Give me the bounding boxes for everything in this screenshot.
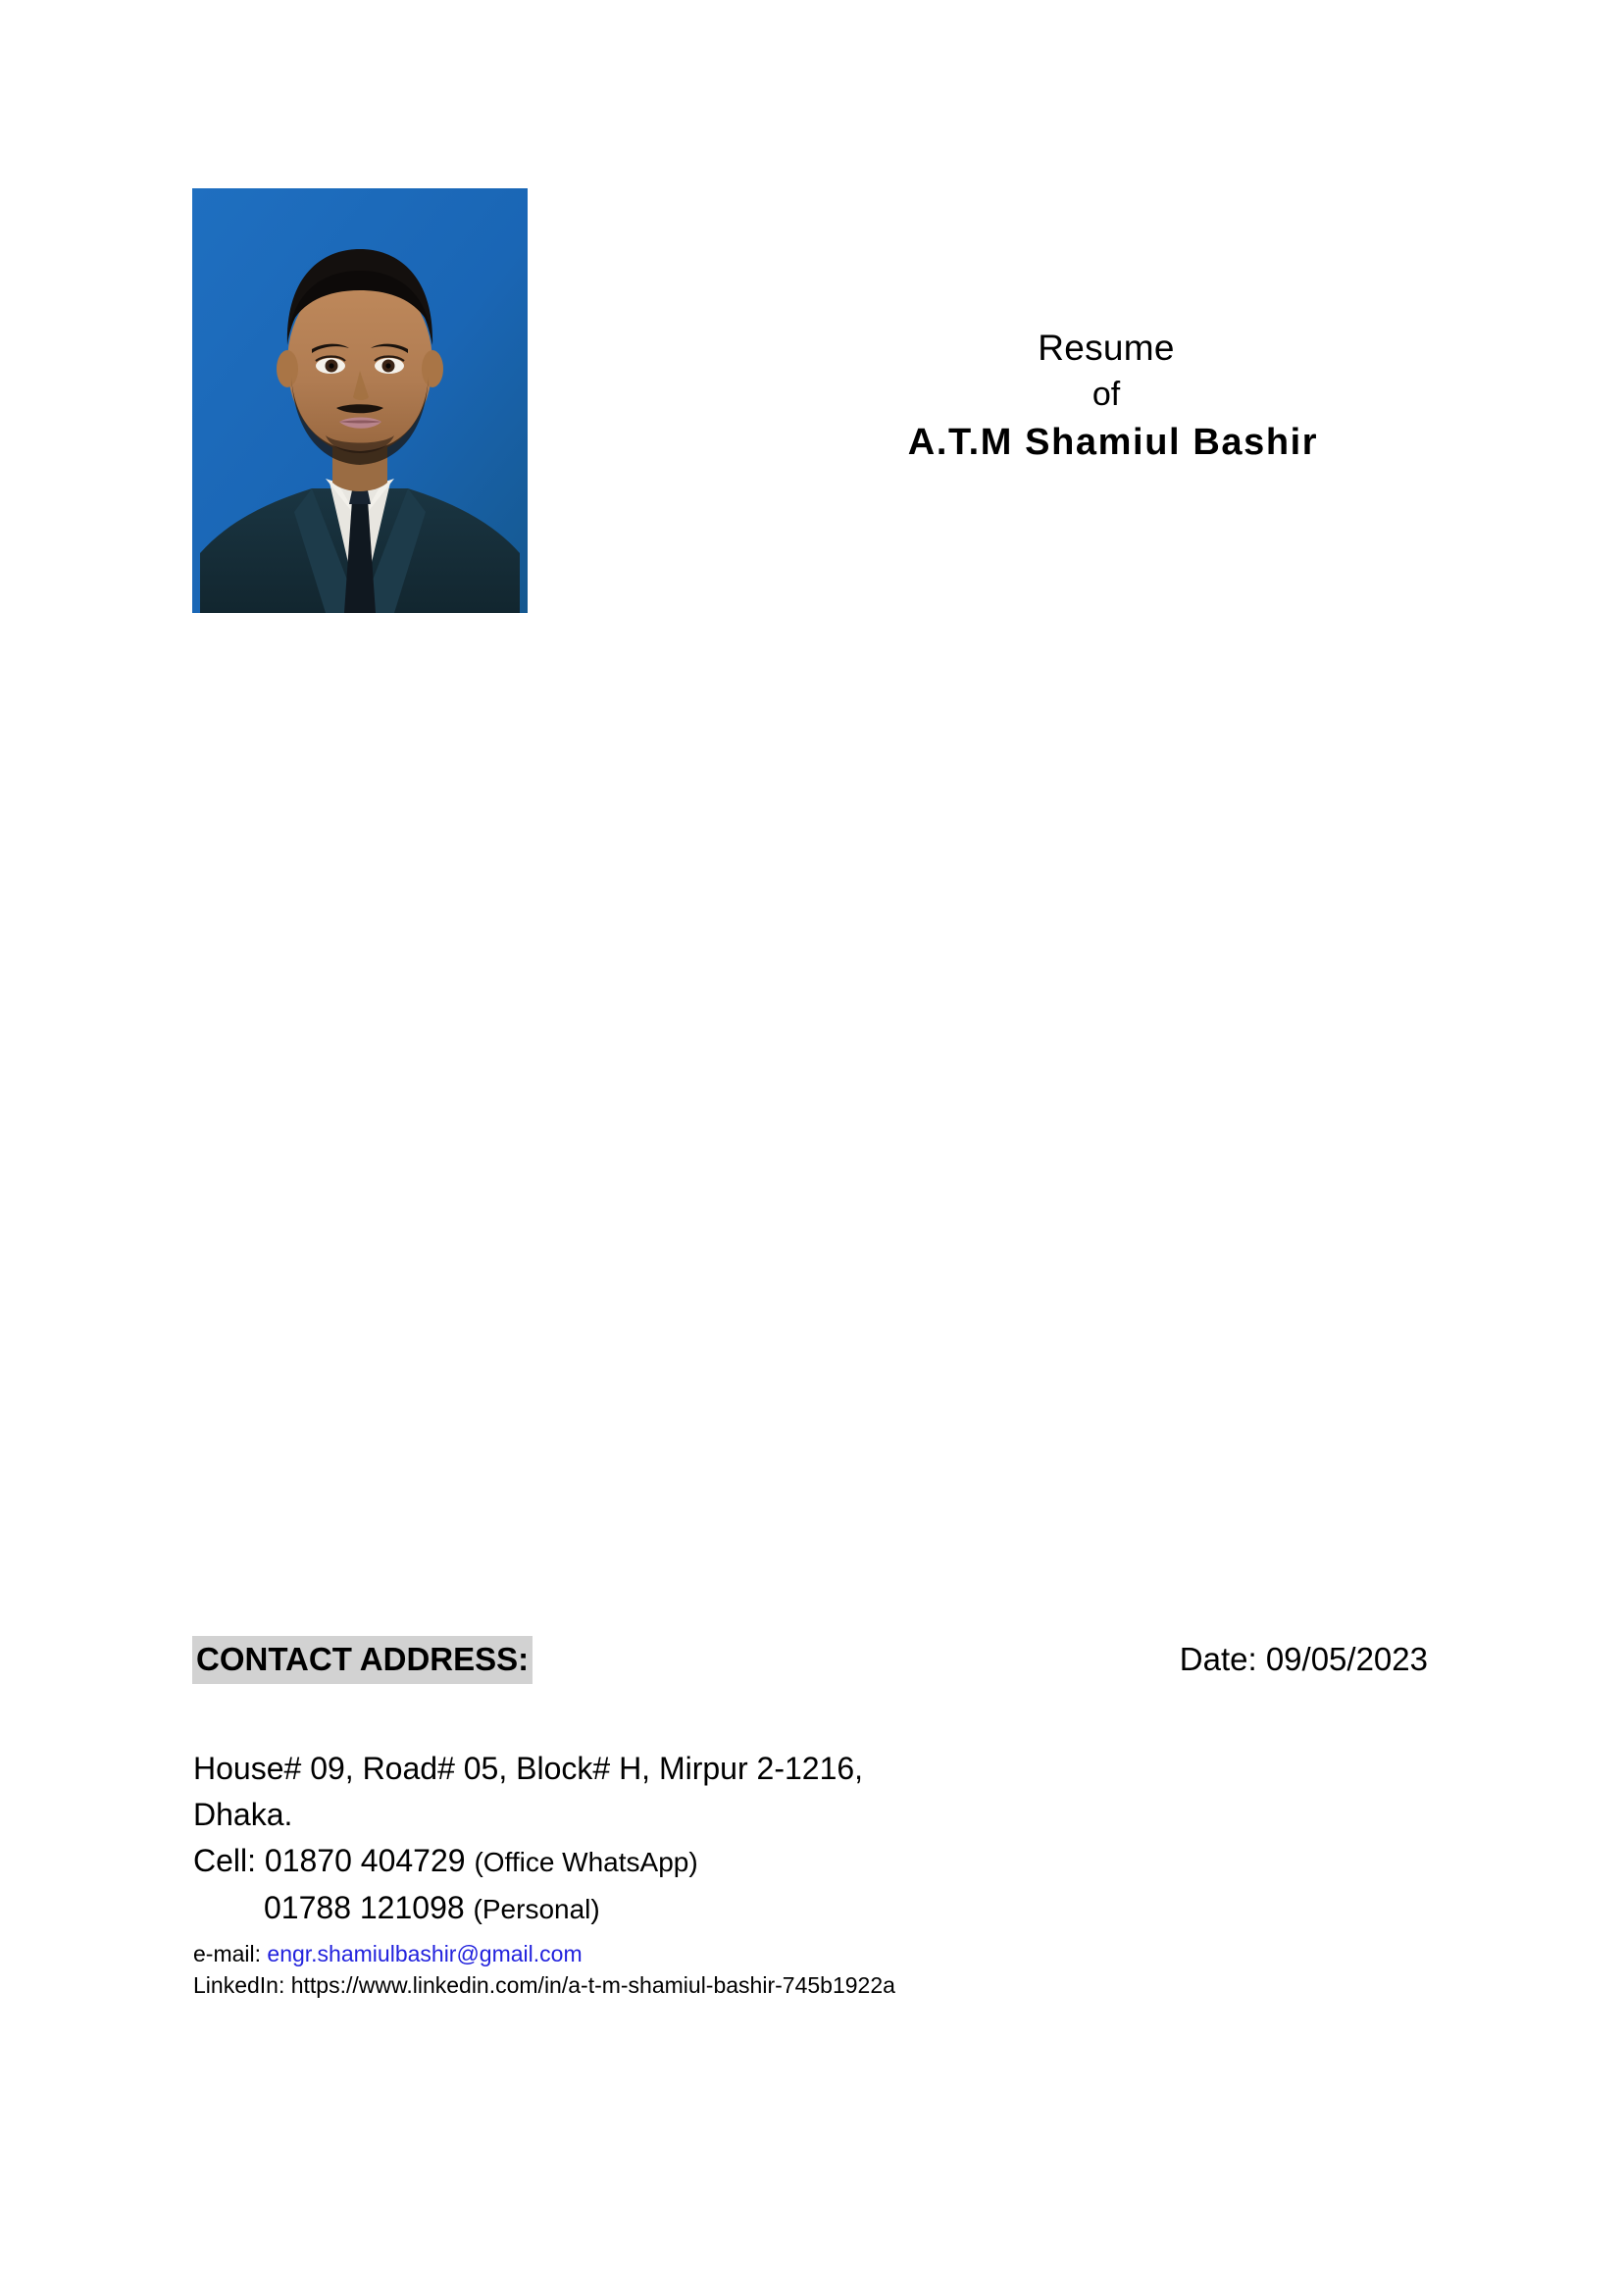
cell-office-note: (Office WhatsApp) <box>474 1847 698 1877</box>
cell-line-personal <box>193 1885 1272 1932</box>
cell-personal-number: 01788 121098 <box>264 1890 465 1925</box>
page-title: A.T.M Shamiul Bashir <box>907 422 1319 463</box>
profile-photo-illustration <box>192 188 528 613</box>
title-of: of <box>1091 376 1121 413</box>
contact-header-row <box>192 1636 1428 1689</box>
contact-address-heading: CONTACT ADDRESS: <box>192 1636 533 1684</box>
linkedin-line[interactable]: LinkedIn: https://www.linkedin.com/in/a-t-m-shamiul-bashir-745b1922a <box>193 1972 895 1998</box>
document-title-block <box>812 324 1400 468</box>
email-label: e-mail: <box>193 1941 262 1966</box>
cell-line-office <box>193 1838 1272 1885</box>
address-line-1: House# 09, Road# 05, Block# H, Mirpur 2-1216, <box>193 1751 864 1786</box>
cell-office-number: Cell: 01870 404729 <box>193 1843 466 1878</box>
email-line <box>193 1938 1272 1969</box>
contact-address-block <box>193 1746 1272 2001</box>
cell-personal-note: (Personal) <box>473 1894 600 1924</box>
title-resume: Resume <box>1038 328 1175 368</box>
email-link[interactable]: engr.shamiulbashir@gmail.com <box>267 1941 583 1966</box>
address-line-2: Dhaka. <box>193 1797 293 1832</box>
profile-photo <box>192 188 528 613</box>
document-date: Date: 09/05/2023 <box>1179 1641 1428 1677</box>
